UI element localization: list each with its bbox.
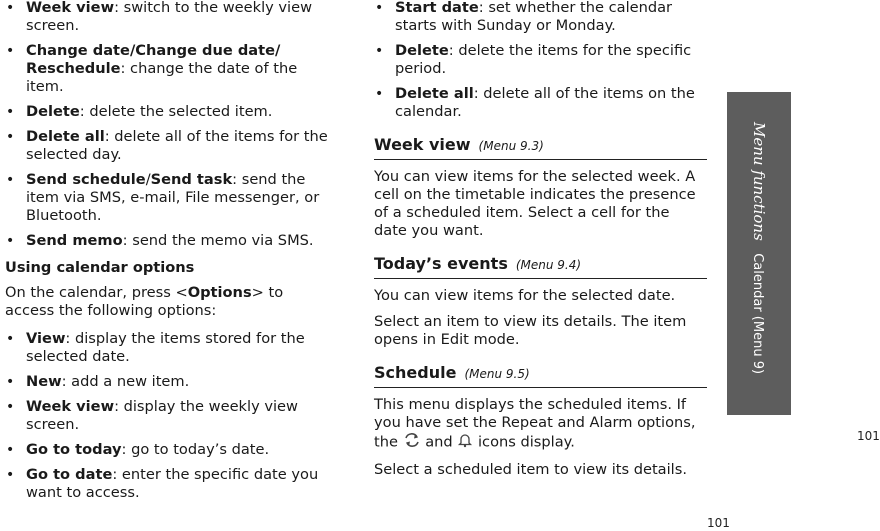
list-item: • Delete all: delete all of the items on the calendar. [374,85,707,121]
page-number-footer: 101 [707,516,730,530]
section-body: You can view items for the selected date. [374,287,676,304]
list-item: • Send schedule/Send task: send the item via SMS, e-mail, File messenger, or Bluetooth. [5,171,335,225]
section-schedule [374,363,707,388]
section-todays-events [374,254,707,279]
list-item: • Week view: display the weekly view screen. [5,398,335,434]
list-item: • Send memo: send the memo via SMS. [5,232,335,250]
left-column [5,0,335,509]
section-heading: Today’s events (Menu 9.4) [374,254,707,279]
section-body: Select an item to view its details. The item opens in Edit mode. [374,313,687,348]
list-item: • Go to date: enter the specific date you want to access. [5,466,335,502]
option-list-right [374,0,707,121]
section-body: You can view items for the selected week. A cell on the timetable indicates the presence of a scheduled item. Select a cell for the date you want. [374,168,696,239]
list-item: • Delete: delete the selected item. [5,103,335,121]
alarm-icon [457,432,473,453]
intro-paragraph: On the calendar, press <Options> to access the following options: [5,284,284,319]
list-item: • Go to today: go to today’s date. [5,441,335,459]
list-item: • Week view: switch to the weekly view screen. [5,0,335,35]
list-item: • View: display the items stored for the selected date. [5,330,335,366]
list-item: • Change date/Change due date/ Reschedule: change the date of the item. [5,42,335,96]
section-heading: Week view (Menu 9.3) [374,135,707,160]
page-number: 101 [857,429,880,443]
chapter-tab-label: Menu functions Calendar (Menu 9) [750,121,768,375]
section-body: Select a scheduled item to view its details. [374,461,687,478]
section-body: This menu displays the scheduled items. If you have set the Repeat and Alarm options, the and icons display. [374,396,707,453]
right-column [374,0,707,487]
subheading: Using calendar options [5,259,195,276]
section-heading: Schedule (Menu 9.5) [374,363,707,388]
section-week-view [374,135,707,160]
repeat-icon [403,432,421,453]
option-list-top [5,0,335,250]
option-list-bottom [5,330,335,502]
list-item: • Delete all: delete all of the items for the selected day. [5,128,335,164]
list-item: • Start date: set whether the calendar starts with Sunday or Monday. [374,0,707,35]
list-item: • Delete: delete the items for the specific period. [374,42,707,78]
list-item: • New: add a new item. [5,373,335,391]
